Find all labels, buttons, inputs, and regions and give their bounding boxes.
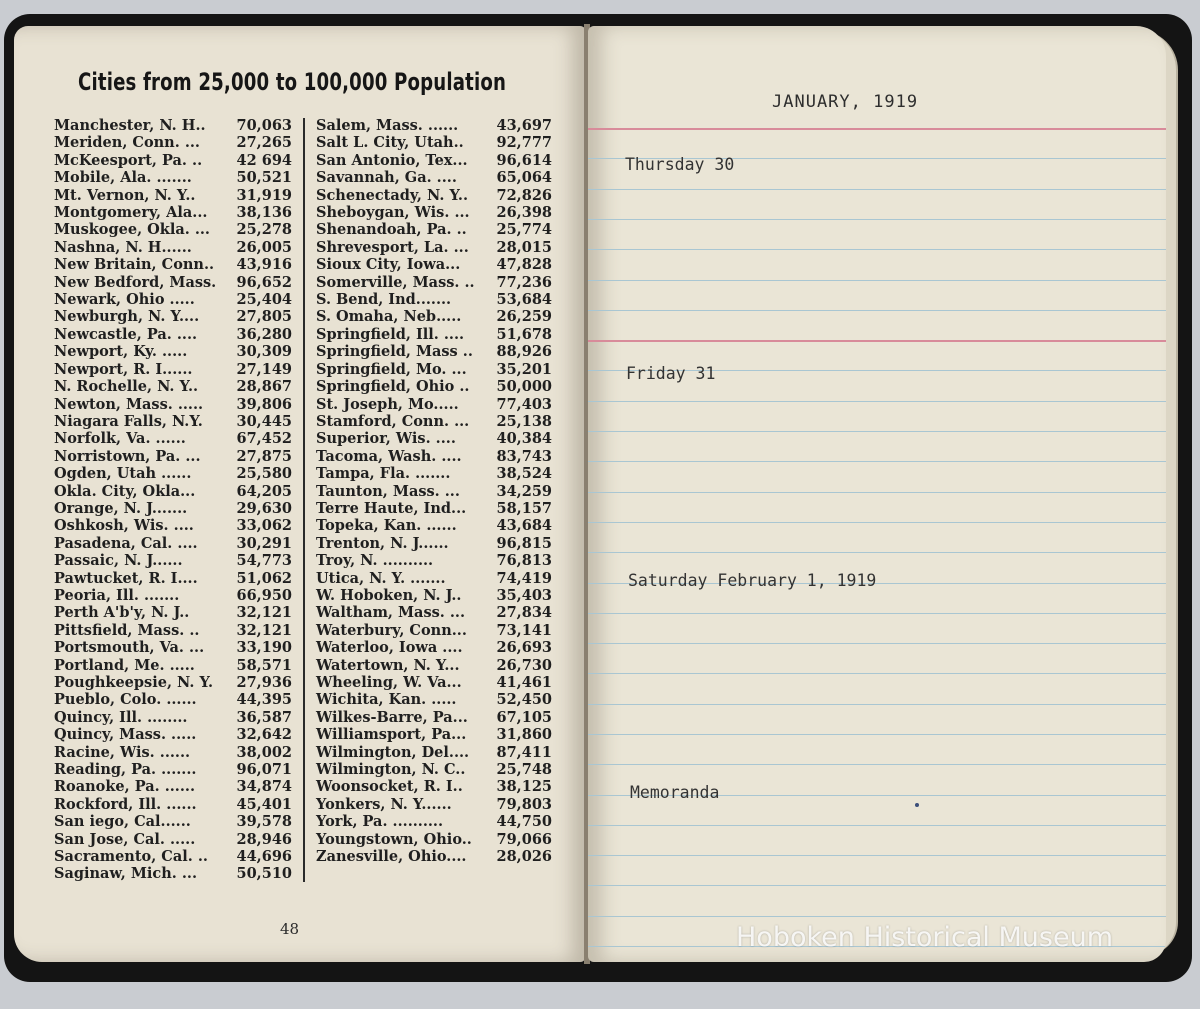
city-population: 26,005: [236, 238, 292, 256]
city-entry: [316, 674, 552, 691]
ruled-line-blue: [588, 401, 1166, 402]
ruled-line-blue: [588, 885, 1166, 886]
city-entry: [316, 848, 552, 865]
ruled-line-blue: [588, 764, 1166, 765]
city-population: 96,652: [236, 273, 292, 291]
city-column-b: [316, 117, 552, 865]
city-name: Reading, Pa. .......: [54, 761, 197, 779]
city-entry: [54, 326, 292, 343]
city-name: Orange, N. J.......: [54, 499, 188, 517]
city-entry: [54, 187, 292, 204]
city-name: N. Rochelle, N. Y..: [54, 378, 199, 396]
city-population: 43,697: [496, 117, 552, 134]
city-population: 30,291: [236, 534, 292, 552]
city-population: 38,002: [236, 743, 292, 761]
city-entry: [54, 570, 292, 587]
city-population: 30,445: [236, 412, 292, 430]
city-name: Oshkosh, Wis. ....: [54, 517, 194, 535]
city-name: Sacramento, Cal. ..: [54, 848, 208, 866]
city-population: 52,450: [496, 691, 552, 709]
city-entry: [316, 778, 552, 795]
city-name: Rockford, Ill. ......: [54, 795, 197, 813]
city-name: Youngstown, Ohio..: [316, 830, 472, 848]
ruled-line-red: [588, 128, 1166, 130]
city-population: 43,684: [496, 517, 552, 535]
city-name: Woonsocket, R. I..: [316, 778, 463, 796]
city-name: Ogden, Utah ......: [54, 465, 192, 483]
city-population: 39,578: [236, 813, 292, 831]
city-name: Meriden, Conn. ...: [54, 134, 200, 152]
city-entry: [316, 169, 552, 186]
city-name: Portland, Me. .....: [54, 656, 195, 674]
city-population: 34,259: [496, 482, 552, 500]
city-population: 26,259: [496, 308, 552, 326]
city-entry: [54, 396, 292, 413]
city-name: New Britain, Conn..: [54, 256, 215, 274]
page-number: 48: [280, 920, 300, 938]
city-name: San Antonio, Tex...: [316, 151, 468, 169]
city-name: Waltham, Mass. ...: [316, 604, 466, 622]
city-name: Wichita, Kan. .....: [316, 691, 457, 709]
city-name: McKeesport, Pa. ..: [54, 151, 203, 169]
ruled-line-blue: [588, 280, 1166, 281]
city-entry: [54, 448, 292, 465]
city-population: 28,026: [496, 848, 552, 866]
city-entry: [54, 778, 292, 795]
city-population: 77,403: [496, 395, 552, 413]
city-entry: [316, 396, 552, 413]
city-entry: [316, 308, 552, 325]
city-name: Okla. City, Okla...: [54, 482, 196, 500]
city-population: 45,401: [236, 795, 292, 813]
city-population: 41,461: [496, 674, 552, 691]
city-population: 58,571: [236, 656, 292, 674]
column-divider: [303, 118, 305, 882]
city-population: 27,936: [236, 674, 292, 691]
city-entry: [316, 256, 552, 273]
museum-watermark: Hoboken Historical Museum: [736, 922, 1114, 953]
ruled-line-blue: [588, 431, 1166, 432]
city-name: Savannah, Ga. ....: [316, 169, 457, 187]
city-name: Salem, Mass. ......: [316, 117, 459, 134]
city-entry: [54, 361, 292, 378]
ruled-line-blue: [588, 704, 1166, 705]
day-entry-saturday: Saturday February 1, 1919: [628, 571, 877, 590]
city-population: 51,062: [236, 569, 292, 587]
city-population: 26,730: [496, 656, 552, 674]
city-population: 79,803: [496, 795, 552, 813]
city-entry: [316, 326, 552, 343]
city-population: 70,063: [236, 117, 292, 134]
city-entry: [316, 604, 552, 621]
city-name: Nashna, N. H......: [54, 238, 192, 256]
city-name: Pawtucket, R. I....: [54, 569, 198, 587]
city-population: 43,916: [236, 256, 292, 274]
city-population: 25,774: [496, 221, 552, 239]
city-entry: [316, 744, 552, 761]
city-population: 66,950: [236, 586, 292, 604]
city-name: Poughkeepsie, N. Y.: [54, 674, 213, 691]
city-entry: [54, 239, 292, 256]
city-name: Tampa, Fla. .......: [316, 465, 451, 483]
city-population: 53,684: [496, 291, 552, 309]
city-population: 73,141: [496, 621, 552, 639]
city-population: 67,105: [496, 708, 552, 726]
city-entry: [54, 691, 292, 708]
city-entry: [54, 639, 292, 656]
city-entry: [316, 117, 552, 134]
city-entry: [54, 152, 292, 169]
city-entry: [54, 204, 292, 221]
city-name: Newark, Ohio .....: [54, 291, 195, 309]
city-entry: [316, 204, 552, 221]
day-entry-friday: Friday 31: [626, 364, 716, 383]
city-entry: [54, 865, 292, 882]
city-entry: [54, 221, 292, 238]
city-entry: [54, 796, 292, 813]
city-name: Mt. Vernon, N. Y..: [54, 186, 196, 204]
ruled-line-blue: [588, 673, 1166, 674]
ruled-line-red: [588, 340, 1166, 342]
city-population: 32,642: [236, 726, 292, 744]
city-entry: [316, 726, 552, 743]
city-population: 35,201: [496, 360, 552, 378]
city-name: Salt L. City, Utah..: [316, 134, 464, 152]
city-population: 77,236: [496, 273, 552, 291]
city-population: 74,419: [496, 569, 552, 587]
ruled-line-blue: [588, 613, 1166, 614]
city-name: Manchester, N. H..: [54, 117, 206, 134]
city-entry: [54, 308, 292, 325]
city-name: Shenandoah, Pa. ..: [316, 221, 467, 239]
city-entry: [54, 169, 292, 186]
city-population: 27,875: [236, 447, 292, 465]
city-entry: [316, 187, 552, 204]
city-population: 44,750: [496, 813, 552, 831]
city-name: Racine, Wis. ......: [54, 743, 191, 761]
city-population: 44,395: [236, 691, 292, 709]
city-population: 25,404: [236, 291, 292, 309]
city-population: 27,834: [496, 604, 552, 622]
city-name: Sheboygan, Wis. ...: [316, 204, 470, 222]
city-name: Springfield, Mass ..: [316, 343, 473, 361]
city-entry: [316, 587, 552, 604]
city-name: Quincy, Ill. ........: [54, 708, 188, 726]
city-population: 32,121: [236, 621, 292, 639]
city-name: Wheeling, W. Va...: [316, 674, 462, 691]
city-population: 54,773: [236, 552, 292, 570]
city-population: 36,587: [236, 708, 292, 726]
city-entry: [316, 239, 552, 256]
city-name: New Bedford, Mass.: [54, 273, 217, 291]
city-population: 67,452: [236, 430, 292, 448]
city-name: Norristown, Pa. ...: [54, 447, 201, 465]
ruled-line-blue: [588, 219, 1166, 220]
city-entry: [316, 500, 552, 517]
city-population: 26,693: [496, 639, 552, 657]
city-name: Roanoke, Pa. ......: [54, 778, 195, 796]
city-population: 50,521: [236, 169, 292, 187]
city-entry: [54, 744, 292, 761]
city-entry: [54, 709, 292, 726]
city-population: 25,278: [236, 221, 292, 239]
ink-dot: [915, 803, 919, 807]
city-population: 65,064: [496, 169, 552, 187]
city-population: 96,071: [236, 761, 292, 779]
city-entry: [316, 761, 552, 778]
city-name: Niagara Falls, N.Y.: [54, 412, 203, 430]
city-name: Mobile, Ala. .......: [54, 169, 192, 187]
city-name: Passaic, N. J......: [54, 552, 183, 570]
city-entry: [316, 465, 552, 482]
city-entry: [54, 430, 292, 447]
city-entry: [316, 378, 552, 395]
city-population: 28,946: [236, 830, 292, 848]
population-table-heading: Cities from 25,000 to 100,000 Population: [78, 68, 507, 96]
city-name: Williamsport, Pa...: [316, 726, 467, 744]
city-entry: [54, 604, 292, 621]
ruled-line-blue: [588, 310, 1166, 311]
city-entry: [316, 291, 552, 308]
city-population: 38,136: [236, 204, 292, 222]
city-name: Watertown, N. Y...: [316, 656, 460, 674]
city-entry: [316, 639, 552, 656]
memoranda-heading: Memoranda: [630, 783, 720, 802]
city-population: 83,743: [496, 447, 552, 465]
city-entry: [54, 517, 292, 534]
city-entry: [54, 831, 292, 848]
city-population: 25,580: [236, 465, 292, 483]
city-column-a: [54, 117, 292, 883]
city-entry: [54, 726, 292, 743]
ruled-line-blue: [588, 916, 1166, 917]
ruled-line-blue: [588, 552, 1166, 553]
ruled-line-blue: [588, 189, 1166, 190]
city-entry: [316, 430, 552, 447]
city-name: Springfield, Mo. ...: [316, 360, 467, 378]
ruled-line-blue: [588, 522, 1166, 523]
city-name: Sioux City, Iowa...: [316, 256, 461, 274]
city-population: 39,806: [236, 395, 292, 413]
city-name: Yonkers, N. Y......: [316, 795, 452, 813]
city-name: Peoria, Ill. .......: [54, 586, 180, 604]
city-name: S. Bend, Ind.......: [316, 291, 452, 309]
city-entry: [316, 552, 552, 569]
city-population: 38,524: [496, 465, 552, 483]
city-population: 51,678: [496, 325, 552, 343]
city-entry: [316, 570, 552, 587]
ruled-line-blue: [588, 825, 1166, 826]
city-population: 64,205: [236, 482, 292, 500]
city-name: Zanesville, Ohio....: [316, 848, 467, 866]
city-entry: [54, 483, 292, 500]
city-name: St. Joseph, Mo.....: [316, 395, 459, 413]
city-population: 44,696: [236, 848, 292, 866]
city-entry: [54, 291, 292, 308]
month-title: JANUARY, 1919: [772, 92, 919, 112]
city-name: Newburgh, N. Y....: [54, 308, 200, 326]
city-entry: [316, 152, 552, 169]
city-name: Wilmington, Del....: [316, 743, 470, 761]
city-name: Wilkes-Barre, Pa...: [316, 708, 468, 726]
city-population: 92,777: [496, 134, 552, 152]
city-name: Somerville, Mass. ..: [316, 273, 475, 291]
city-entry: [316, 343, 552, 360]
city-name: Trenton, N. J......: [316, 534, 449, 552]
city-entry: [54, 622, 292, 639]
city-entry: [54, 674, 292, 691]
city-name: Quincy, Mass. .....: [54, 726, 197, 744]
city-population: 31,860: [496, 726, 552, 744]
city-population: 27,265: [236, 134, 292, 152]
city-name: San iego, Cal......: [54, 813, 191, 831]
right-page: [588, 26, 1166, 962]
city-name: Newton, Mass. .....: [54, 395, 204, 413]
city-population: 27,149: [236, 360, 292, 378]
city-entry: [54, 343, 292, 360]
city-entry: [54, 761, 292, 778]
city-population: 32,121: [236, 604, 292, 622]
ruled-line-blue: [588, 734, 1166, 735]
city-name: Pueblo, Colo. ......: [54, 691, 197, 709]
city-name: Pasadena, Cal. ....: [54, 534, 198, 552]
city-population: 25,748: [496, 761, 552, 779]
city-population: 38,125: [496, 778, 552, 796]
city-name: Springfield, Ill. ....: [316, 325, 465, 343]
city-name: York, Pa. ..........: [316, 813, 444, 831]
city-population: 28,867: [236, 378, 292, 396]
city-entry: [54, 378, 292, 395]
city-population: 33,062: [236, 517, 292, 535]
city-population: 36,280: [236, 325, 292, 343]
city-population: 50,000: [496, 378, 552, 396]
city-entry: [316, 657, 552, 674]
city-population: 25,138: [496, 412, 552, 430]
city-name: Waterbury, Conn...: [316, 621, 467, 639]
city-entry: [316, 813, 552, 830]
city-entry: [316, 361, 552, 378]
city-name: Tacoma, Wash. ....: [316, 447, 462, 465]
city-entry: [54, 657, 292, 674]
city-name: Newport, Ky. .....: [54, 343, 188, 361]
city-name: Troy, N. ..........: [316, 552, 434, 570]
city-population: 96,614: [496, 151, 552, 169]
city-entry: [316, 221, 552, 238]
city-population: 87,411: [496, 743, 552, 761]
city-population: 30,309: [236, 343, 292, 361]
city-entry: [54, 274, 292, 291]
city-population: 96,815: [496, 534, 552, 552]
city-name: Springfield, Ohio ..: [316, 378, 470, 396]
city-entry: [54, 552, 292, 569]
city-name: Norfolk, Va. ......: [54, 430, 186, 448]
city-name: Waterloo, Iowa ....: [316, 639, 463, 657]
city-name: Portsmouth, Va. ...: [54, 639, 205, 657]
ruled-line-blue: [588, 461, 1166, 462]
city-entry: [316, 535, 552, 552]
city-entry: [54, 587, 292, 604]
city-name: Montgomery, Ala...: [54, 204, 208, 222]
city-entry: [54, 117, 292, 134]
city-name: Stamford, Conn. ...: [316, 412, 470, 430]
city-name: Wilmington, N. C..: [316, 761, 466, 779]
city-population: 27,805: [236, 308, 292, 326]
ruled-line-blue: [588, 855, 1166, 856]
city-population: 50,510: [236, 865, 292, 883]
city-entry: [316, 691, 552, 708]
city-population: 31,919: [236, 186, 292, 204]
ruled-line-blue: [588, 492, 1166, 493]
city-name: Terre Haute, Ind...: [316, 499, 467, 517]
city-entry: [54, 500, 292, 517]
city-population: 58,157: [496, 499, 552, 517]
city-name: Schenectady, N. Y..: [316, 186, 469, 204]
day-entry-thursday: Thursday 30: [625, 155, 735, 174]
city-name: Newcastle, Pa. ....: [54, 325, 198, 343]
city-entry: [316, 134, 552, 151]
city-population: 33,190: [236, 639, 292, 657]
city-entry: [54, 535, 292, 552]
city-entry: [316, 831, 552, 848]
city-population: 72,826: [496, 186, 552, 204]
city-entry: [54, 848, 292, 865]
city-population: 29,630: [236, 499, 292, 517]
city-name: W. Hoboken, N. J..: [316, 586, 462, 604]
city-name: Muskogee, Okla. ...: [54, 221, 210, 239]
ruled-line-blue: [588, 643, 1166, 644]
city-name: Utica, N. Y. .......: [316, 569, 446, 587]
city-name: Topeka, Kan. ......: [316, 517, 457, 535]
city-name: Shrevesport, La. ...: [316, 238, 469, 256]
city-population: 47,828: [496, 256, 552, 274]
city-entry: [54, 813, 292, 830]
city-population: 26,398: [496, 204, 552, 222]
ruled-line-blue: [588, 249, 1166, 250]
city-entry: [54, 134, 292, 151]
city-population: 79,066: [496, 830, 552, 848]
city-entry: [54, 256, 292, 273]
city-population: 88,926: [496, 343, 552, 361]
city-entry: [54, 465, 292, 482]
city-name: Newport, R. I......: [54, 360, 193, 378]
city-population: 40,384: [496, 430, 552, 448]
city-population: 34,874: [236, 778, 292, 796]
city-entry: [316, 274, 552, 291]
city-population: 35,403: [496, 586, 552, 604]
city-name: Taunton, Mass. ...: [316, 482, 460, 500]
city-entry: [316, 413, 552, 430]
city-population: 76,813: [496, 552, 552, 570]
city-population: 28,015: [496, 238, 552, 256]
city-name: San Jose, Cal. .....: [54, 830, 196, 848]
city-entry: [316, 517, 552, 534]
city-name: Pittsfield, Mass. ..: [54, 621, 200, 639]
city-population: 42 694: [236, 151, 292, 169]
city-entry: [316, 448, 552, 465]
city-entry: [316, 483, 552, 500]
city-entry: [316, 796, 552, 813]
city-name: Superior, Wis. ....: [316, 430, 456, 448]
city-name: S. Omaha, Neb.....: [316, 308, 462, 326]
city-name: Saginaw, Mich. ...: [54, 865, 198, 883]
city-name: Perth A'b'y, N. J..: [54, 604, 190, 622]
city-entry: [316, 622, 552, 639]
city-entry: [54, 413, 292, 430]
city-entry: [316, 709, 552, 726]
